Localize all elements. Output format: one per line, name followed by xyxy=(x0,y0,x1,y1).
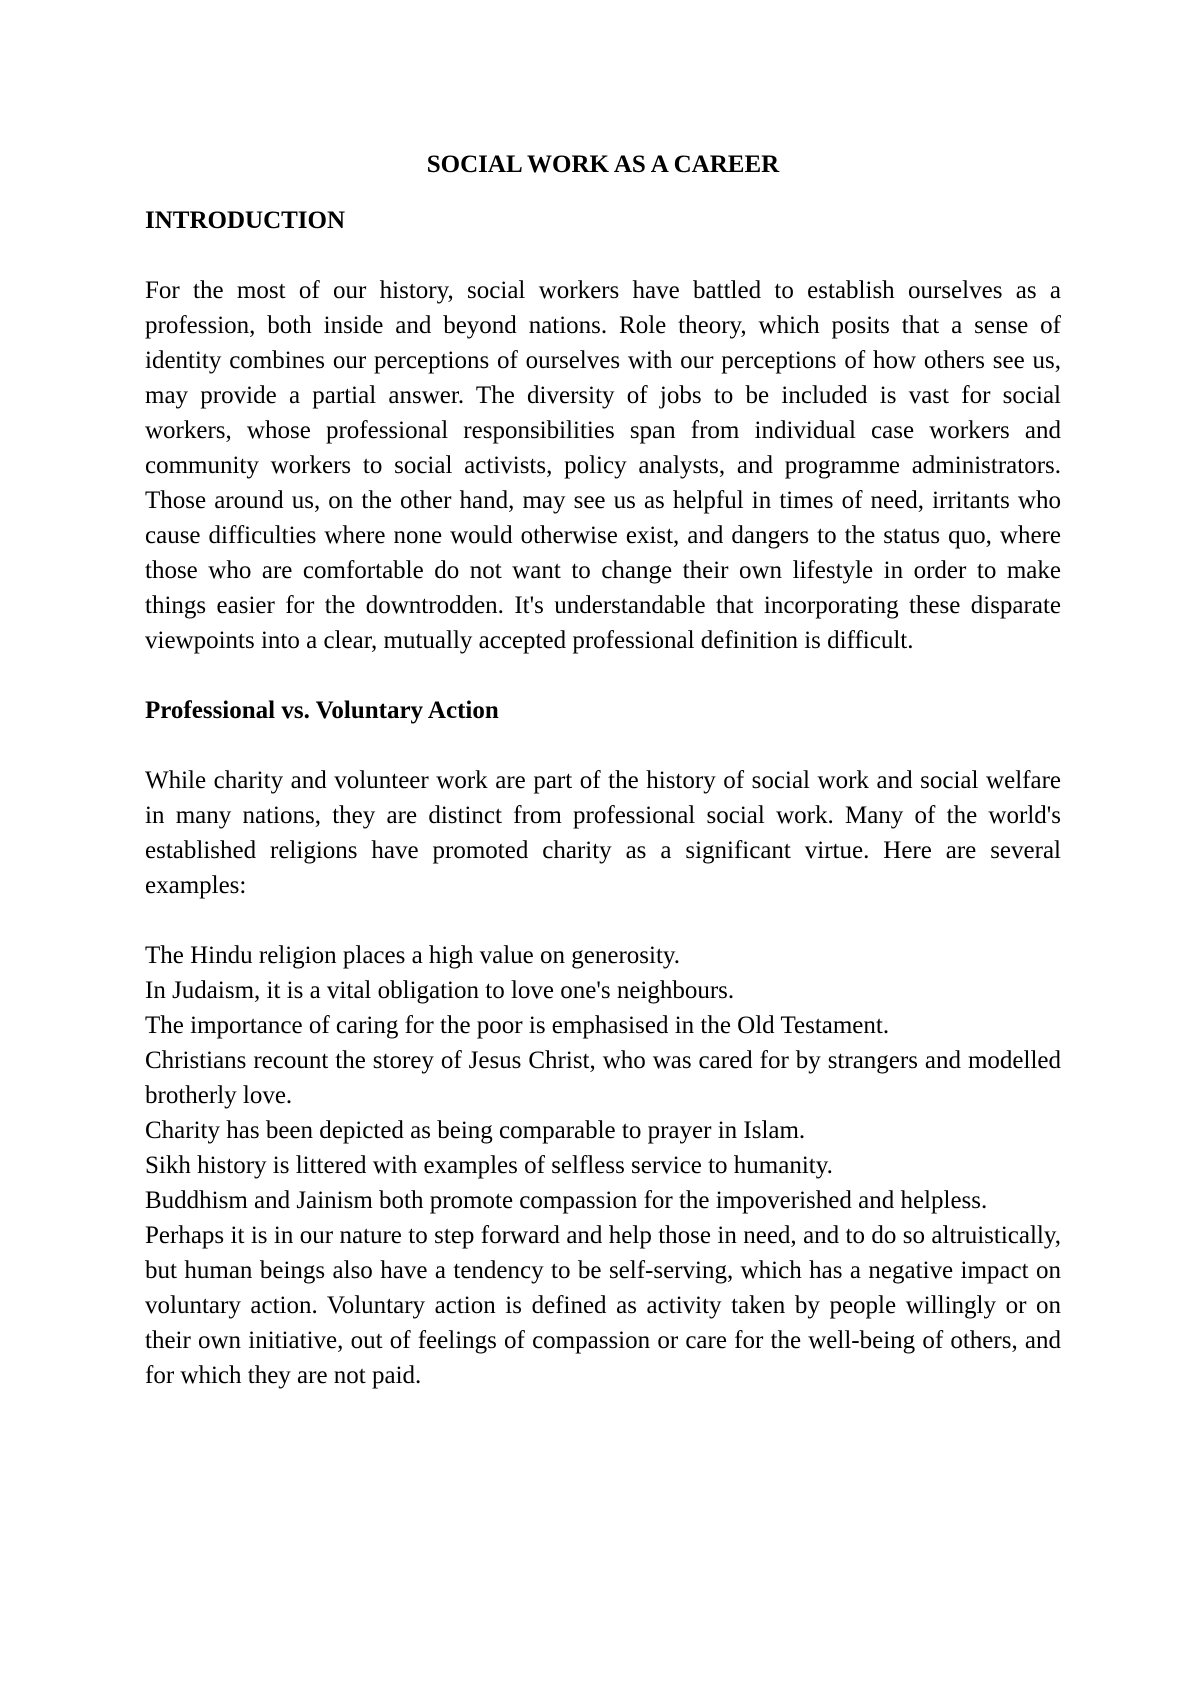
list-item: Buddhism and Jainism both promote compassion for the impoverished and helpless. xyxy=(145,1187,988,1214)
list-item: Perhaps it is in our nature to step forward and help those in need, and to do so altruistically, but human beings also have a tendency to be self-serving, which has a negative impact on voluntary action. Voluntary action is defined as activity taken by people willingly or on their own initiative, out of feelings of compassion or care for the well-being of others, and for which they are not paid. xyxy=(145,1222,1061,1389)
introduction-heading: INTRODUCTION xyxy=(145,207,346,234)
professional-vs-voluntary-heading: Professional vs. Voluntary Action xyxy=(145,697,499,724)
religion-examples-list xyxy=(145,938,1061,1393)
introduction-paragraph: For the most of our history, social workers have battled to establish ourselves as a profession, both inside and beyond nations. Role theory, which posits that a sense of identity combines our perceptions of ourselves with our perceptions of how others see us, may provide a partial answer. The diversity of jobs to be included is vast for social workers, whose professional responsibilities span from individual case workers and community workers to social activists, policy analysts, and programme administrators. Those around us, on the other hand, may see us as helpful in times of need, irritants who cause difficulties where none would otherwise exist, and dangers to the status quo, where those who are comfortable do not want to change their own lifestyle in order to make things easier for the downtrodden. It's understandable that incorporating these disparate viewpoints into a clear, mutually accepted professional definition is difficult. xyxy=(145,277,1061,654)
document-body xyxy=(145,147,1061,1393)
list-item: Charity has been depicted as being comparable to prayer in Islam. xyxy=(145,1117,806,1144)
list-item: The importance of caring for the poor is emphasised in the Old Testament. xyxy=(145,1012,890,1039)
list-item: The Hindu religion places a high value on generosity. xyxy=(145,942,681,969)
professional-vs-voluntary-paragraph: While charity and volunteer work are part of the history of social work and social welfare in many nations, they are distinct from professional social work. Many of the world's established religions have promoted charity as a significant virtue. Here are several examples: xyxy=(145,767,1061,899)
list-item: Sikh history is littered with examples of selfless service to humanity. xyxy=(145,1152,833,1179)
list-item: In Judaism, it is a vital obligation to love one's neighbours. xyxy=(145,977,735,1004)
list-item: Christians recount the storey of Jesus Christ, who was cared for by strangers and modelled brotherly love. xyxy=(145,1047,1061,1109)
document-title: SOCIAL WORK AS A CAREER xyxy=(426,151,780,178)
